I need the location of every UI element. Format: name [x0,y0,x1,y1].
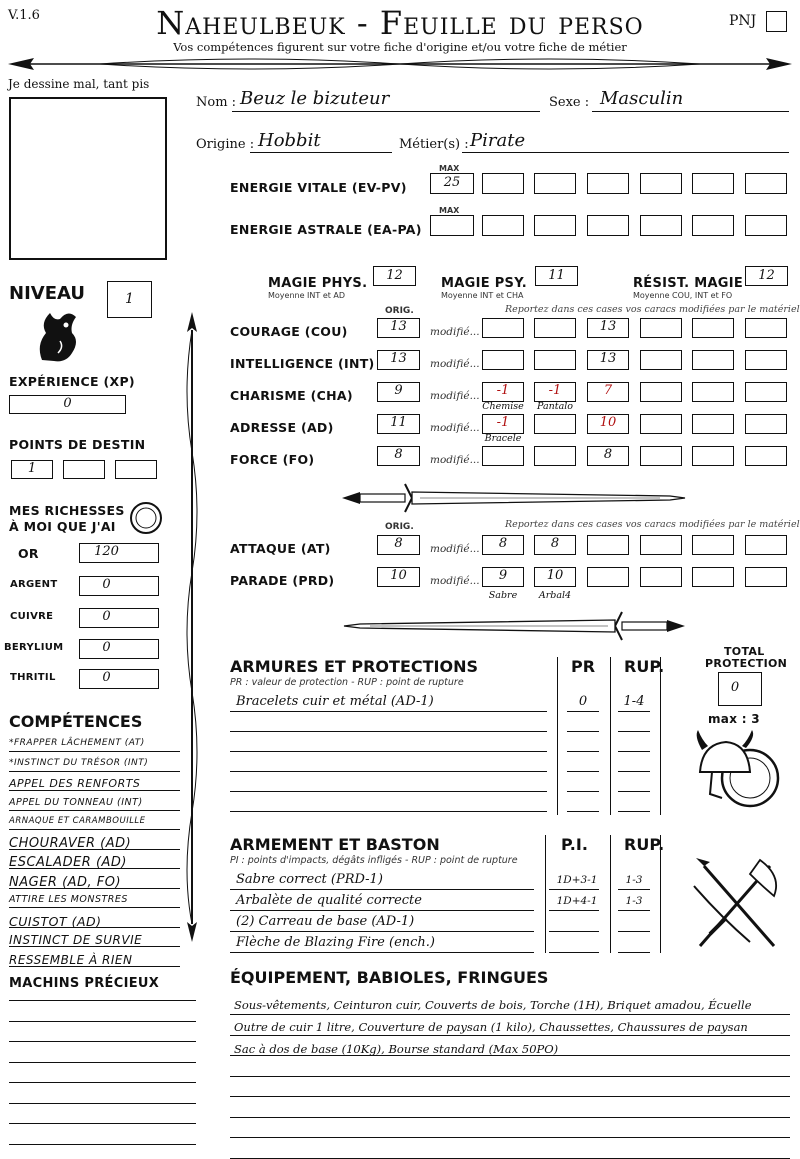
stat-label: CHARISME (CHA) [230,388,353,403]
armour-rup-line [618,771,650,772]
niveau-label: NIVEAU [9,283,85,304]
ea-box-6[interactable] [745,215,787,236]
wealth-label: OR [18,546,39,561]
ea-box-2[interactable] [534,215,576,236]
stat-mod-box[interactable] [482,318,524,338]
combat-mod-box[interactable] [745,567,787,587]
armour-pr[interactable]: 0 [578,694,588,709]
armour-rup-line [618,751,650,752]
competences-title: COMPÉTENCES [9,712,143,731]
armement-title: ARMEMENT ET BASTON [230,835,440,854]
richesses-label-1: MES RICHESSES [9,503,125,518]
ev-box-1[interactable] [482,173,524,194]
equipment-line [230,1158,790,1159]
stat-orig-value: 8 [394,447,403,462]
stat-modifie-label: modifié... [430,422,480,434]
equipment-line [230,1035,790,1036]
stat-mod-value-3: 7 [603,383,613,398]
combat-orig-value: 10 [390,568,407,583]
precious-line [9,1103,196,1104]
metier-value[interactable]: Pirate [470,130,526,151]
precious-line [9,1021,196,1022]
pnj-label: PNJ [729,13,757,29]
stat-mod-box[interactable] [534,350,576,370]
weapon-pi[interactable]: 1D+4-1 [556,895,598,907]
stat-mod-value-1: -1 [496,415,510,430]
weapon-rup-line [618,910,650,911]
armour-pr-line [567,751,599,752]
total-protection-label-1: TOTAL [724,645,765,658]
stat-orig-value: 9 [394,383,403,398]
armour-pr-line [567,791,599,792]
wealth-value: 120 [94,544,119,559]
ea-max-label: MAX [439,206,460,215]
magie-phys-note: Moyenne INT et AD [268,291,346,300]
equipment-item[interactable]: Outre de cuir 1 litre, Couverture de paysan (1 kilo), Chaussettes, Chaussures de paysan [234,1020,748,1034]
wealth-value: 0 [102,577,111,592]
sexe-value[interactable]: Masculin [600,88,684,109]
crossed-weapons-icon [690,856,784,952]
stat-mod-box[interactable] [745,446,787,466]
wealth-value: 0 [102,670,111,685]
dragon-icon [32,305,82,365]
ev-box-6[interactable] [745,173,787,194]
ev-box-5[interactable] [692,173,734,194]
stat-modifie-label: modifié... [430,326,480,338]
equipment-line [230,1117,790,1118]
precious-line [9,1000,196,1001]
origine-label: Origine : [196,137,255,152]
nom-value[interactable]: Beuz le bizuteur [240,88,390,109]
skill-line [9,849,180,850]
stat-mod-box[interactable] [640,318,682,338]
wealth-value: 0 [102,640,111,655]
spear-separator [180,312,204,942]
ev-box-4[interactable] [640,173,682,194]
stats-orig-label: ORIG. [385,306,414,316]
equipment-line [230,1076,790,1077]
stat-modifie-label: modifié... [430,390,480,402]
stat-mod-box[interactable] [745,350,787,370]
equipment-item[interactable]: Sous-vêtements, Ceinturon cuir, Couverts de bois, Torche (1H), Briquet amadou, Écuelle [234,998,752,1012]
equipment-line [230,1137,790,1138]
stat-orig-value: 11 [390,415,407,430]
destin-value-1: 1 [27,461,37,476]
page-subtitle: Vos compétences figurent sur votre fiche d'origine et/ou votre fiche de métier [173,40,627,54]
skill-line [9,771,180,772]
stat-label: COURAGE (COU) [230,324,348,339]
armour-line [230,771,547,772]
stat-mod-box[interactable] [482,446,524,466]
ea-box-3[interactable] [587,215,629,236]
skill-item: APPEL DES RENFORTS [9,777,141,790]
armour-line [230,811,547,812]
machins-precieux-title: MACHINS PRÉCIEUX [9,976,160,991]
armour-rup-line [618,811,650,812]
resist-magie-note: Moyenne COU, INT et FO [633,291,733,300]
helmet-shield-icon [692,728,784,816]
stat-label: FORCE (FO) [230,452,315,467]
skill-line [9,868,180,869]
stat-orig-value: 13 [390,351,407,366]
weapon-name[interactable]: Flèche de Blazing Fire (ench.) [236,935,436,950]
weapon-pi-line [549,889,599,890]
armour-pr-line [567,731,599,732]
armour-pr-line [567,711,599,712]
stat-mod-box[interactable] [640,446,682,466]
weapon-pi-line [549,910,599,911]
stat-mod-box[interactable] [692,446,734,466]
stat-mod-box[interactable] [745,414,787,434]
stat-mod-value-3: 13 [599,351,617,366]
armement-subtitle: PI : points d'impacts, dégâts infligés - RUP : point de rupture [230,855,518,866]
armures-col-rup: RUP. [624,657,665,676]
combat-mod-box[interactable] [640,535,682,555]
stat-mod-box[interactable] [692,382,734,402]
skill-item: *INSTINCT DU TRÉSOR (INT) [9,757,149,768]
stat-label: INTELLIGENCE (INT) [230,356,375,371]
armour-rup-line [618,791,650,792]
stat-mod-value-3: 13 [599,319,617,334]
xp-label: EXPÉRIENCE (XP) [9,374,135,389]
combat-mod-value-2: 10 [546,568,564,583]
pnj-checkbox[interactable] [766,11,787,32]
portrait-caption: Je dessine mal, tant pis [8,77,150,91]
total-protection-label-2: PROTECTION [705,657,788,670]
stat-mod-value-1: -1 [496,383,510,398]
skill-item: *FRAPPER LÂCHEMENT (AT) [9,738,145,748]
skill-item: RESSEMBLE À RIEN [9,952,133,967]
combat-label: PARADE (PRD) [230,573,335,588]
stat-mod-box[interactable] [640,382,682,402]
stat-modifie-label: modifié... [430,454,480,466]
stat-mod-box[interactable] [640,414,682,434]
skill-line [9,907,180,908]
stat-label: ADRESSE (AD) [230,420,334,435]
stats-note: Reportez dans ces cases vos caracs modifiées par le matériel [505,304,800,315]
skill-item: INSTINCT DE SURVIE [9,933,143,947]
skill-line [9,888,180,889]
precious-line [9,1082,196,1083]
armement-col-pi: P.I. [561,835,588,854]
armement-col-rup: RUP. [624,835,665,854]
stat-mod-note-2: Pantalo [537,401,573,412]
combat-modifie-label: modifié... [430,543,480,555]
precious-line [9,1062,196,1063]
magie-psy-note: Moyenne INT et CHA [441,291,524,300]
coin-icon [128,500,164,536]
stat-mod-box[interactable] [534,414,576,434]
magie-psy-label: MAGIE PSY. [441,276,528,291]
armour-line [230,731,547,732]
ev-max-label: MAX [439,164,460,173]
equipment-item[interactable]: Sac à dos de base (10Kg), Bourse standard (Max 50PO) [234,1042,559,1056]
equipment-line [230,1014,790,1015]
armour-pr-line [567,811,599,812]
stat-mod-value-3: 8 [603,447,613,462]
nom-label: Nom : [196,95,237,110]
weapon-line [230,889,534,890]
armour-rup-line [618,711,650,712]
origine-value[interactable]: Hobbit [258,130,321,151]
armour-line [230,791,547,792]
armour-line [230,711,547,712]
weapon-name[interactable]: Sabre correct (PRD-1) [236,872,383,887]
armures-title: ARMURES ET PROTECTIONS [230,657,478,676]
weapon-name[interactable]: (2) Carreau de base (AD-1) [236,914,415,929]
richesses-label-2: À MOI QUE J'AI [9,519,116,534]
weapon-rup-line [618,931,650,932]
weapon-pi-line [549,952,599,953]
skill-line [9,829,180,830]
combat-mod-value-1: 9 [498,568,508,583]
destin-box-2[interactable] [63,460,105,479]
sexe-label: Sexe : [549,95,590,110]
wealth-label: ARGENT [10,579,58,590]
wealth-value: 0 [102,609,111,624]
stat-mod-note-1: Chemise [482,401,524,412]
combat-orig-value: 8 [394,536,403,551]
weapon-rup-line [618,889,650,890]
ev-label: ENERGIE VITALE (EV-PV) [230,180,407,195]
stat-mod-box[interactable] [640,350,682,370]
skill-item: NAGER (AD, FO) [9,874,122,890]
combat-mod-box[interactable] [640,567,682,587]
skill-item: ESCALADER (AD) [9,855,128,870]
stat-mod-box[interactable] [534,318,576,338]
armures-col-pr: PR [571,657,596,676]
stat-mod-box[interactable] [745,318,787,338]
ev-max-value: 25 [443,175,461,190]
combat-mod-note-1: Sabre [488,590,518,601]
equipement-title: ÉQUIPEMENT, BABIOLES, FRINGUES [230,968,549,987]
combat-mod-value-2: 8 [550,536,560,551]
armour-rup[interactable]: 1-4 [623,694,645,709]
weapon-line [230,931,534,932]
precious-line [9,1123,196,1124]
skill-line [9,751,180,752]
stat-orig-value: 13 [390,319,407,334]
weapon-line [230,952,534,953]
sword-divider-1 [340,478,690,518]
weapon-name[interactable]: Arbalète de qualité correcte [236,893,422,908]
combat-mod-value-1: 8 [498,536,508,551]
total-protection-value: 0 [730,680,740,695]
ev-box-2[interactable] [534,173,576,194]
weapon-pi-line [549,931,599,932]
wealth-label: CUIVRE [10,611,54,622]
portrait-frame[interactable] [9,97,167,260]
wealth-label: BERYLIUM [4,642,64,653]
combat-mod-box[interactable] [692,535,734,555]
combat-modifie-label: modifié... [430,575,480,587]
combat-mod-box[interactable] [587,535,629,555]
magie-phys-label: MAGIE PHYS. [268,276,368,291]
ea-box-4[interactable] [640,215,682,236]
ea-max-box[interactable] [430,215,474,236]
destin-box-3[interactable] [115,460,157,479]
combat-mod-box[interactable] [587,567,629,587]
armour-rup-line [618,731,650,732]
equipment-line [230,1096,790,1097]
magie-phys-value: 12 [386,268,403,283]
combat-label: ATTAQUE (AT) [230,541,331,556]
skill-line [9,946,180,947]
weapon-rup[interactable]: 1-3 [625,895,643,907]
combat-orig-label: ORIG. [385,522,414,532]
stat-mod-value-3: 10 [599,415,617,430]
xp-value: 0 [63,396,72,411]
ea-label: ENERGIE ASTRALE (EA-PA) [230,222,422,237]
precious-line [9,1144,196,1145]
page-title: Naheulbeuk - Feuille du perso [156,4,644,42]
ea-box-5[interactable] [692,215,734,236]
ea-box-1[interactable] [482,215,524,236]
skill-item: APPEL DU TONNEAU (INT) [9,796,143,808]
niveau-value: 1 [125,291,134,307]
skill-item: CUISTOT (AD) [9,913,102,929]
skill-item: ATTIRE LES MONSTRES [9,894,128,905]
armures-subtitle: PR : valeur de protection - RUP : point de rupture [230,677,464,688]
ev-box-3[interactable] [587,173,629,194]
max-protection-label: max : 3 [708,712,760,726]
skill-line [9,927,180,928]
stat-mod-box[interactable] [534,446,576,466]
combat-mod-box[interactable] [745,535,787,555]
stat-mod-box[interactable] [692,318,734,338]
skill-line [9,810,180,811]
weapon-rup-line [618,952,650,953]
armour-name[interactable]: Bracelets cuir et métal (AD-1) [236,694,434,709]
stat-mod-value-2: -1 [548,383,562,398]
version-label: V.1.6 [8,8,40,23]
weapon-pi[interactable]: 1D+3-1 [556,874,598,886]
stat-mod-box[interactable] [482,350,524,370]
header-spear-ornament [0,54,800,74]
stat-mod-box[interactable] [745,382,787,402]
armour-line [230,751,547,752]
destin-label: POINTS DE DESTIN [9,437,146,452]
sword-divider-2 [340,608,690,644]
metier-label: Métier(s) : [399,137,469,152]
armour-pr-line [567,771,599,772]
skill-item: CHOURAVER (AD) [9,835,132,851]
combat-mod-note-2: Arbal4 [538,590,572,601]
wealth-label: THRITIL [10,672,56,683]
stat-mod-box[interactable] [692,414,734,434]
weapon-rup[interactable]: 1-3 [625,874,643,886]
stat-modifie-label: modifié... [430,358,480,370]
skill-line [9,790,180,791]
combat-note: Reportez dans ces cases vos caracs modifiées par le matériel [505,519,800,530]
skill-line [9,966,180,967]
stat-mod-note-1: Bracele [484,433,522,444]
skill-item: ARNAQUE ET CARAMBOUILLE [9,816,146,826]
stat-mod-box[interactable] [692,350,734,370]
precious-line [9,1041,196,1042]
resist-magie-label: RÉSIST. MAGIE [633,276,744,291]
weapon-line [230,910,534,911]
combat-mod-box[interactable] [692,567,734,587]
resist-magie-value: 12 [758,268,775,283]
magie-psy-value: 11 [548,268,565,283]
